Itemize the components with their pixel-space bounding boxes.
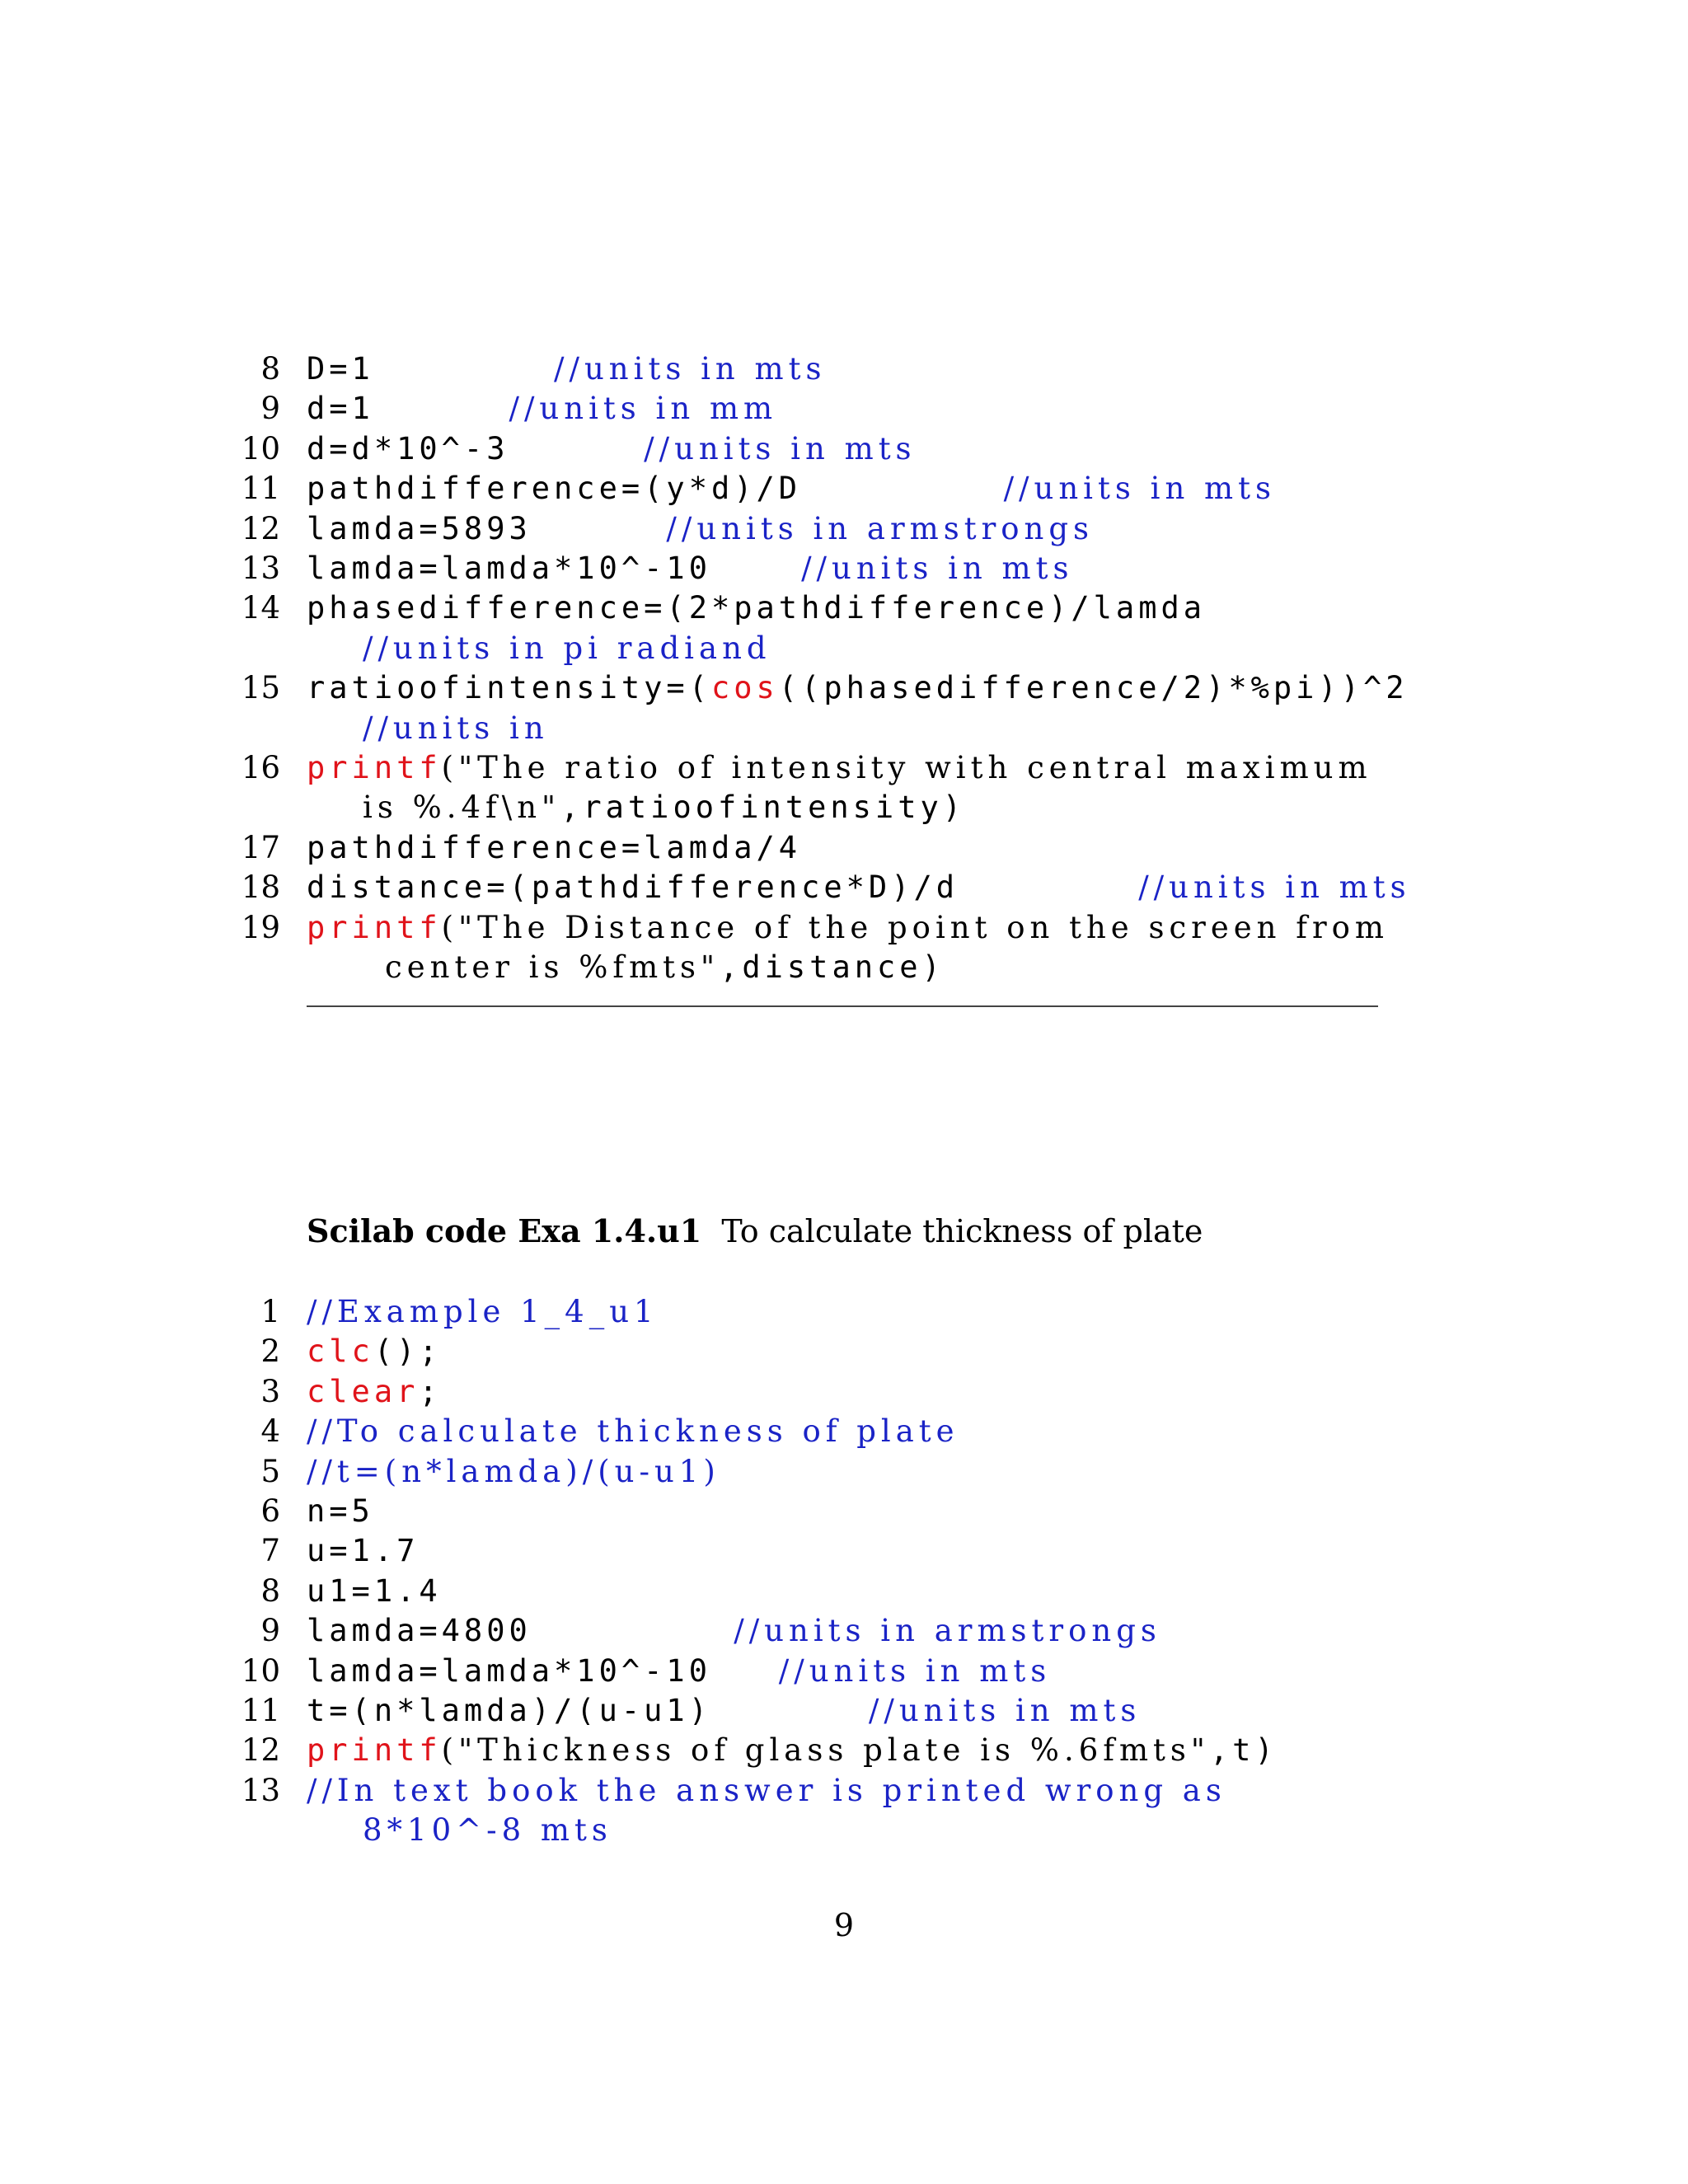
code-text [307,549,1074,588]
code-token: lamda=4800 [307,1613,734,1649]
code-comment: //units in mts [868,1693,1142,1728]
page-number: 9 [833,1907,855,1943]
code-caption [307,1208,1203,1254]
line-number: 13 [241,551,280,586]
code-token: ,t) [1209,1732,1278,1769]
code-comment: //units in armstrongs [666,510,1095,546]
line-number: 19 [241,909,280,945]
code-token: ; [419,1373,442,1409]
code-keyword: printf [307,1732,442,1769]
code-text [307,1731,1278,1770]
code-comment: //units in armstrongs [734,1613,1161,1649]
code-token: d=d*10^-3 [307,430,645,466]
code-token: D=1 [307,351,555,387]
code-token: n=5 [307,1493,374,1529]
line-number: 6 [260,1493,280,1529]
line-number: 16 [241,750,280,785]
code-token: phasedifference=(2*pathdifference)/lamda [307,590,1207,626]
code-text [307,908,1389,948]
code-token: u=1.7 [307,1533,420,1569]
line-number: 1 [260,1294,280,1329]
code-token: lamda=5893 [307,510,667,546]
line-number: 7 [260,1533,280,1569]
code-keyword: cos [710,670,779,706]
line-number: 12 [241,510,280,546]
code-text [307,748,1372,788]
line-number: 17 [241,829,280,865]
code-text [307,868,1411,907]
code-comment: //units in mts [778,1652,1052,1689]
code-comment: //Example 1_4_u1 [307,1294,659,1329]
code-token: ,distance) [720,949,945,985]
code-text [307,1691,1141,1731]
code-text [307,1652,1051,1691]
code-token: lamda=lamda*10^-10 [307,551,802,586]
code-comment: //units in mts [1003,471,1276,507]
line-number: 5 [260,1453,280,1489]
line-number: 8 [260,351,280,387]
code-comment: //units in mts [1138,869,1411,906]
code-text [307,1771,1226,1811]
code-token: distance=(pathdifference*D)/d [307,869,1139,906]
code-text [307,1332,442,1371]
code-text [307,1292,659,1332]
code-keyword: clc [307,1333,374,1370]
line-number: 8 [260,1572,280,1609]
code-text [307,668,1409,708]
code-keyword: clear [307,1373,420,1409]
code-text [307,469,1276,509]
line-number: 2 [260,1333,280,1370]
code-token: ,ratioofintensity) [560,790,966,826]
code-string: center is %fmts" [385,949,720,985]
code-text [307,1572,442,1611]
code-string: ("Thickness of glass plate is %.6fmts" [441,1732,1210,1769]
line-number: 13 [241,1772,280,1808]
line-number: 4 [260,1413,280,1450]
code-text [307,1412,959,1451]
code-text [363,709,549,748]
code-token: lamda=lamda*10^-10 [307,1652,779,1689]
code-comment: //t=(n*lamda)/(u-u1) [307,1453,720,1489]
line-number: 18 [241,869,280,906]
code-text [307,1372,442,1412]
code-text [307,828,801,868]
line-number: 9 [260,391,280,427]
line-number: 12 [241,1732,280,1769]
code-string: ("The Distance of the point on the screen from [441,909,1389,945]
code-text [307,1492,374,1531]
code-text [363,1811,612,1850]
code-text [307,1611,1161,1651]
code-token: t=(n*lamda)/(u-u1) [307,1693,869,1728]
code-text [307,389,777,429]
code-text [307,349,826,389]
line-number: 9 [260,1613,280,1649]
code-string: is %.4f\n" [363,790,561,826]
code-token: pathdifference=(y*d)/D [307,471,1004,507]
code-comment: //In text book the answer is printed wrong as [307,1772,1226,1808]
code-text [363,629,771,668]
code-token: d=1 [307,391,509,427]
code-keyword: printf [307,909,442,945]
code-token: ratioofintensity=( [307,670,711,706]
line-number: 11 [241,1693,280,1728]
code-comment: //units in mm [509,391,778,427]
code-string: ("The ratio of intensity with central maximum [441,750,1372,785]
code-text [363,788,965,827]
code-comment: 8*10^-8 mts [363,1812,612,1849]
listing-divider [307,1005,1378,1007]
code-text [307,429,917,469]
code-comment: //units in pi radiand [363,630,771,666]
line-number: 14 [241,590,280,626]
code-comment: //units in mts [644,430,917,466]
line-number: 10 [241,1652,280,1689]
code-token: pathdifference=lamda/4 [307,829,802,865]
code-text [307,1452,720,1492]
code-text [307,1531,419,1571]
line-number: 3 [260,1373,280,1409]
code-token: (); [373,1333,442,1370]
code-token: u1=1.4 [307,1572,442,1609]
caption-label: Scilab code Exa 1.4.u1 [307,1212,702,1249]
code-text [307,509,1094,549]
code-comment: //units in [363,710,549,746]
code-token: ((phasedifference/2)*%pi))^2 [778,670,1409,706]
line-number: 11 [241,471,280,507]
line-number: 10 [241,430,280,466]
code-text [307,588,1206,628]
code-keyword: printf [307,750,442,785]
code-text [385,948,945,987]
code-comment: //units in mts [554,351,827,387]
code-comment: //To calculate thickness of plate [307,1413,959,1450]
line-number: 15 [241,670,280,706]
caption-text: To calculate thickness of plate [701,1213,1203,1249]
code-comment: //units in mts [801,551,1074,586]
